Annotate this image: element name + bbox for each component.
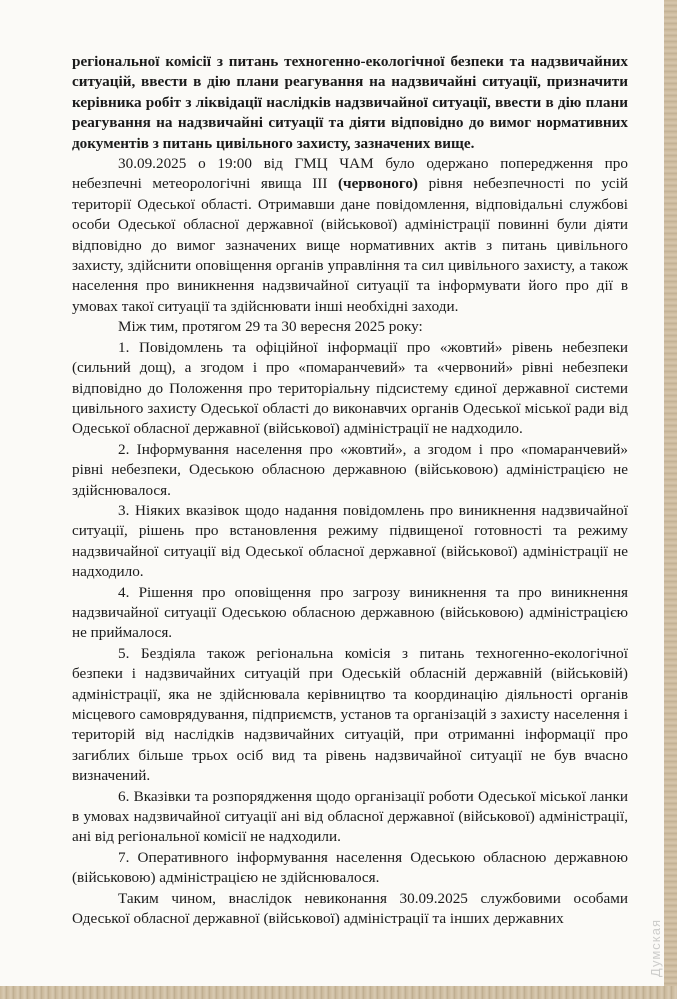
list-item-4: 4. Рішення про оповіщення про загрозу виникнення та про виникнення надзвичайної ситуації Одеською обласною державною (військовою) адміністрацією не приймалося. (72, 583, 628, 642)
list-item-7: 7. Оперативного інформування населення Одеською обласною державною (військовою) адміністрацією не здійснювалося. (72, 848, 628, 887)
paper-edge-right (664, 0, 677, 999)
document-body (72, 52, 628, 929)
warning-level-bold: (червоного) (337, 175, 418, 193)
list-item-2: 2. Інформування населення про «жовтий», а згодом і про «помаранчевий» рівні небезпеки, Одеською обласною державною (військовою) адміністрацією не здійснювалося. (72, 440, 628, 499)
list-item-5: 5. Бездіяла також регіональна комісія з питань техногенно-екологічної безпеки і надзвичайних ситуацій при Одеській обласній державній (військовій) адміністрації, яка не здійснювала керівництво та координацію діяльності органів місцевого самоврядування, підприємств, установ та організацій з захисту населення і територій від наслідків надзвичайних ситуацій, при отриманні інформації про загиблих більше трьох осіб вид та рівень надзвичайної ситуації не був вчасно визначений. (72, 644, 628, 785)
paragraph-intro-bold: регіональної комісії з питань техногенно-екологічної безпеки та надзвичайних ситуацій, ввести в дію плани реагування на надзвичайні ситуації, призначити керівника робіт з ліквідації наслідків надзвичайної ситуації, ввести в дію плани реагування на надзвичайні ситуації та діяти відповідно до вимог нормативних документів з питань цивільного захисту, зазначених вище. (72, 53, 628, 152)
list-item-1: 1. Повідомлень та офіційної інформації про «жовтий» рівень небезпеки (сильний дощ), а згодом і про «помаранчевий» та «червоний» рівні небезпеки відповідно до Положення про територіальну підсистему єдиної державної системи цивільного захисту Одеської області до виконавчих органів Одеської міської ради від Одеської обласної державної (військової) адміністрації не надходило. (72, 338, 628, 438)
list-item-6: 6. Вказівки та розпорядження щодо організації роботи Одеської міської ланки в умовах надзвичайної ситуації ані від обласної державної (військової) адміністрації, ані від регіональної комісії не надходили. (72, 787, 628, 846)
watermark: Думская (648, 918, 663, 977)
warning-text-end: рівня небезпечності по усій території Одеської області. Отримавши дане повідомлення, відповідальні службові особи Одеської обласної державної (військової) адміністрації повинні були діяти відповідно до вимог зазначених вище нормативних актів з питань цивільного захисту, здійснити оповіщення органів управління та сил цивільного захисту, а також населення про виникнення надзвичайної ситуації та інформувати його про дії в умовах такої ситуації та здійснювати інші необхідні заходи. (72, 175, 628, 315)
paragraph-conclusion: Таким чином, внаслідок невиконання 30.09.2025 службовими особами Одеської обласної державної (військової) адміністрації та інших державних (72, 889, 628, 928)
paragraph-warning (72, 154, 628, 317)
list-item-3: 3. Ніяких вказівок щодо надання повідомлень про виникнення надзвичайної ситуації, рішень про встановлення режиму підвищеної готовності та режиму надзвичайної ситуації від Одеської обласної державної (військової) адміністрації не надходило. (72, 501, 628, 581)
warning-text-start: 30.09.2025 о 19:00 від ГМЦ ЧАМ було одержано попередження про небезпечні метеорологічні явища ІІІ (72, 155, 628, 193)
paragraph-meanwhile: Між тим, протягом 29 та 30 вересня 2025 року: (118, 318, 423, 336)
paper-edge-bottom (0, 986, 677, 999)
